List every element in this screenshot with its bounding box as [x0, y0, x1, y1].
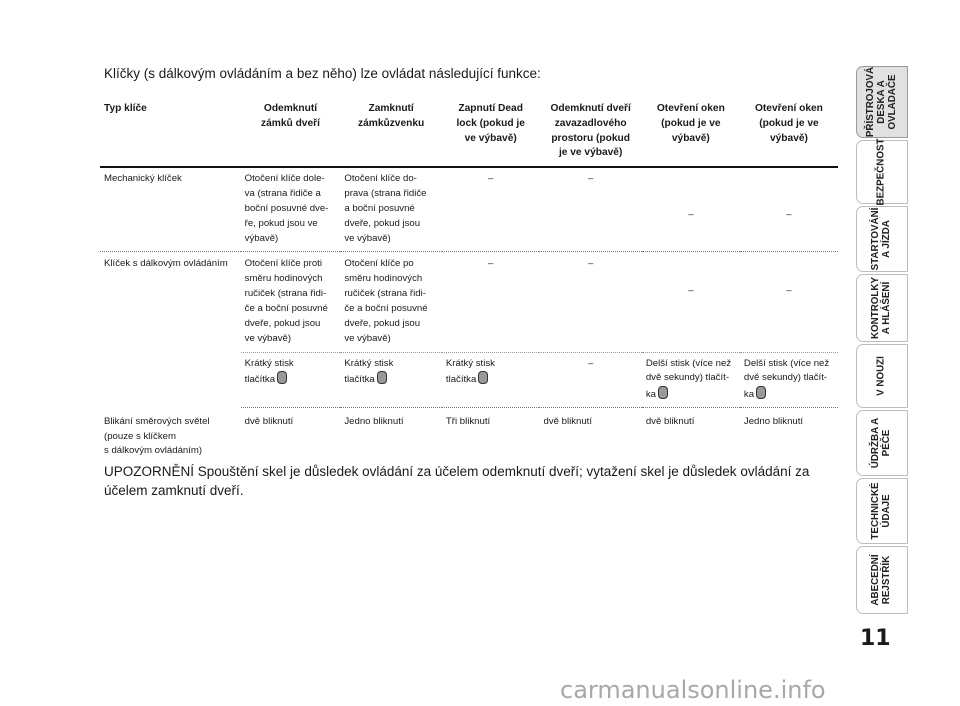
table-cell: –	[488, 258, 494, 270]
table-row	[100, 408, 838, 462]
table-cell: Jedno bliknutí	[344, 416, 404, 428]
col-header-boot-unlock: Odemknutí dveří zavazadlového prostoru (pokud je ve výbavě)	[539, 102, 641, 167]
cell-text: Krátký stisk tlačítka	[244, 357, 294, 386]
tab-technical-data[interactable]	[856, 478, 908, 544]
tab-safety[interactable]	[856, 140, 908, 204]
cell-text: Delší stisk (více než dvě sekundy) tlačít- ka	[743, 357, 830, 401]
col-header-unlock: Odemknutí zámků dveří	[241, 102, 341, 167]
table-row	[100, 167, 838, 252]
table-cell	[241, 352, 341, 408]
col-header-key-type: Typ klíče	[100, 102, 241, 167]
table-cell: –	[642, 167, 740, 252]
table-cell: Otočení klíče do- prava (strana řidiče a boční posuvné dveře, pokud jsou ve výbavě)	[340, 167, 442, 252]
table-cell: dvě bliknutí	[543, 416, 593, 428]
table-cell	[442, 352, 540, 408]
page-number: 11	[860, 626, 891, 651]
col-header-window-open-2: Otevření oken (pokud je ve výbavě)	[740, 102, 838, 167]
table-cell: –	[442, 167, 540, 252]
tab-label: ABECEDNÍ REJSTŘÍK	[870, 554, 892, 606]
row-label-mechanical-key: Mechanický klíček	[100, 167, 241, 252]
col-header-deadlock: Zapnutí Dead lock (pokud je ve výbavě)	[442, 102, 540, 167]
col-header-window-open-1: Otevření oken (pokud je ve výbavě)	[642, 102, 740, 167]
tab-dashboard-controls[interactable]	[856, 66, 908, 138]
tab-emergency[interactable]	[856, 344, 908, 408]
tab-starting-driving[interactable]	[856, 206, 908, 272]
table-cell: –	[539, 167, 641, 252]
key-lock-button-icon	[377, 371, 387, 384]
cell-text: Krátký stisk tlačítka	[344, 357, 394, 386]
tab-label: TECHNICKÉ ÚDAJE	[870, 482, 892, 540]
tab-label: KONTROLKY A HLÁŠENÍ	[870, 276, 892, 340]
tab-label: STARTOVÁNÍ A JÍZDA	[870, 207, 892, 271]
tab-label: V NOUZI	[875, 356, 887, 396]
key-unlock-button-icon	[658, 386, 668, 399]
cell-text: Delší stisk (více než dvě sekundy) tlačít- ka	[645, 357, 732, 401]
tab-maintenance[interactable]	[856, 410, 908, 476]
table-cell: –	[786, 285, 792, 297]
table-cell	[340, 352, 442, 408]
tab-label: ÚDRŽBA A PÉČE	[870, 417, 892, 469]
key-unlock-button-icon	[277, 371, 287, 384]
table-cell	[740, 352, 838, 408]
table-cell: –	[539, 352, 641, 408]
cell-text: Krátký stisk tlačítka	[445, 357, 495, 386]
watermark: carmanualsonline.info	[560, 676, 826, 704]
col-header-lock: Zamknutí zámkůzvenku	[340, 102, 442, 167]
table-cell: Jedno bliknutí	[743, 416, 804, 428]
warning-note: UPOZORNĚNÍ Spouštění skel je důsledek ovládání za účelem odemknutí dveří; vytažení skel je důsledek ovládání za účelem zamknutí dveří.	[104, 464, 810, 498]
tab-label: BEZPEČNOST	[875, 138, 887, 206]
table-cell: –	[688, 285, 694, 297]
row-label-indicator-flash: Blikání směrových světel (pouze s klíčkem s dálkovým ovládáním)	[104, 415, 210, 457]
key-lock-button-icon	[756, 386, 766, 399]
key-lock-button-icon	[478, 371, 488, 384]
table-cell: Tři bliknutí	[445, 416, 491, 428]
table-cell: dvě bliknutí	[244, 416, 294, 428]
tab-index[interactable]	[856, 546, 908, 614]
tab-warning-lights[interactable]	[856, 274, 908, 342]
tab-label: PŘÍSTROJOVÁ DESKA A OVLADAČE	[864, 66, 898, 138]
table-cell: Otočení klíče proti směru hodinových ručiček (strana řidi- če a boční posuvné dveře, pokud jsou ve výbavě)	[244, 258, 328, 344]
table-cell: Otočení klíče dole- va (strana řidiče a boční posuvné dve- ře, pokud jsou ve výbavě)	[241, 167, 341, 252]
row-label-remote-key: Klíček s dálkovým ovládáním	[104, 258, 228, 270]
table-cell: –	[740, 167, 838, 252]
table-cell: –	[587, 258, 594, 270]
key-functions-table	[100, 102, 838, 461]
table-cell	[642, 352, 740, 408]
table-header-row	[100, 102, 838, 167]
table-cell: Otočení klíče po směru hodinových ručiček (strana řidi- če a boční posuvné dveře, pokud jsou ve výbavě)	[344, 258, 428, 344]
intro-text: Klíčky (s dálkovým ovládáním a bez něho) lze ovládat následující funkce:	[104, 66, 541, 81]
table-row	[100, 252, 838, 352]
table-cell: dvě bliknutí	[645, 416, 695, 428]
